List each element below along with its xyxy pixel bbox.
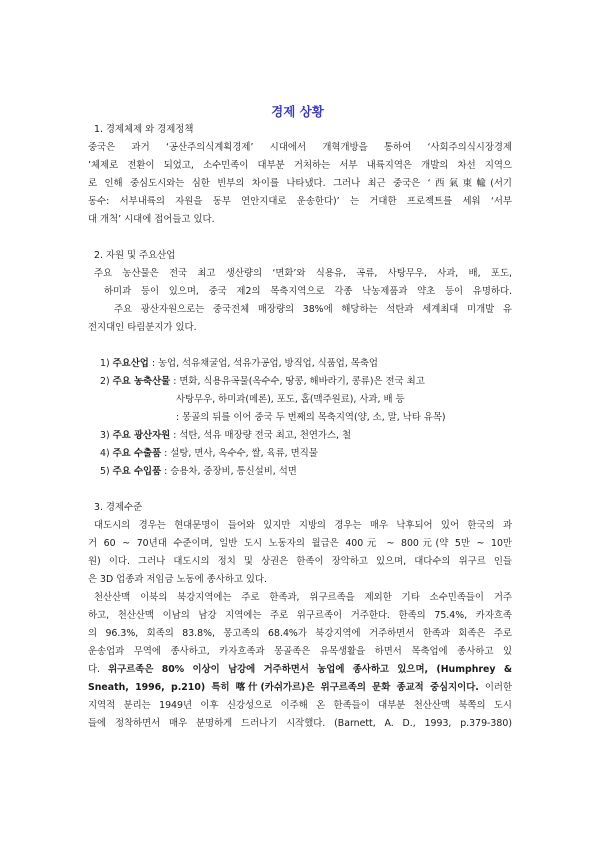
list-item-label: 주요 수입품 (112, 466, 162, 477)
paragraph-line: 의 96.3%, 회족의 83.8%, 몽고족의 68.4%가 북강지역에 거주하면서 한족과 회족은 주로 (88, 628, 512, 639)
list-item (88, 373, 512, 391)
paragraph-line: 동수: 서부내륙의 자원을 동부 연안지대로 운송한다)’ 는 거대한 프로젝트를 세워 ‘서부 (88, 196, 512, 207)
normal-text: 이러한 (484, 682, 512, 693)
document-title: 경제 상황 (271, 104, 324, 119)
list-item (88, 355, 512, 373)
paragraph-line: 은 3D 업종과 저임금 노동에 종사하고 있다. (88, 574, 267, 585)
list-item-number: 2) (100, 376, 110, 387)
list-item-text: : 설탕, 면사, 옥수수, 쌀, 육류, 면직물 (164, 448, 318, 459)
paragraph-line (88, 661, 512, 679)
paragraph-line: 운송업과 무역에 종사하고, 카자흐족과 몽골족은 유목생활을 하면서 목축업에 종사하고 있 (88, 646, 512, 657)
list-item (88, 427, 512, 445)
paragraph-line: 전지대인 타림분지가 있다. (88, 322, 197, 333)
paragraph-line: 중국은 과거 ‘공산주의식계획경제’ 시대에서 개혁개방을 통하여 ‘사회주의식시장경제 (88, 142, 512, 153)
list-item-continuation: 사탕무우, 하미과(메론), 포도, 홉(맥주원료), 사과, 배 등 (176, 394, 405, 405)
emphasized-text: Sneath, 1996, p.210) 특히 喀什(카쉬가르)은 위구르족의 문화 종교적 중심지이다. (88, 682, 479, 693)
paragraph-line: 로 인해 중심도시와는 심한 빈부의 차이를 나타냈다. 그러나 최근 중국은 ‘西氣東輸(서기 (88, 178, 512, 189)
list-item-text: : 석탄, 석유 매장량 전국 최고, 천연가스, 철 (173, 430, 352, 441)
paragraph-line: 대 개척’ 시대에 접어들고 있다. (88, 214, 215, 225)
paragraph-line: 거 60 ~ 70년대 수준이며, 일반 도시 노동자의 월급은 400元 ~ 800元(약 5만 ~ 10만 (88, 538, 512, 549)
list-item-continuation: : 몽골의 뒤를 이어 중국 두 번째의 목축지역(양, 소, 말, 낙타 유목) (176, 412, 446, 423)
list-item-label: 주요 광산자원 (112, 430, 171, 441)
list-item-text: : 농업, 석유채굴업, 석유가공업, 방직업, 식품업, 목축업 (151, 358, 378, 369)
emphasized-text: 위구르족은 80% 이상이 남강에 거주하면서 농업에 종사하고 있으며, (Humphrey & (108, 664, 512, 675)
list-item-text: : 면화, 식용유곡물(옥수수, 땅콩, 해바라기, 콩류)은 전국 최고 (173, 376, 425, 387)
paragraph-line: 하고, 천산산맥 이남의 남강 지역에는 주로 위구르족이 거주한다. 한족의 75.4%, 카자흐족 (88, 610, 512, 621)
document-body (88, 121, 512, 733)
paragraph-line: 하미과 등이 있으며, 중국 제2의 목축지역으로 각종 낙농제품과 약초 등이 유명하다. (104, 286, 512, 297)
list-item-label: 주요 수출품 (112, 448, 162, 459)
section-heading: 1. 경제체제 와 경제정책 (94, 124, 194, 135)
paragraph-line (88, 679, 512, 697)
spacer (88, 337, 512, 355)
list-item-number: 1) (100, 358, 110, 369)
spacer (88, 229, 512, 247)
list-item (88, 463, 512, 481)
paragraph-line: 천산산맥 이북의 북강지역에는 주로 한족과, 위구르족을 제외한 기타 소수민족들이 거주 (94, 592, 512, 603)
paragraph-line: 원) 이다. 그러나 대도시의 정치 및 상권은 한족이 장악하고 있으며, 대다수의 위구르 인들 (88, 556, 512, 567)
paragraph-line: 주요 농산물은 전국 최고 생산량의 ‘면화’와 식용유, 곡류, 사탕무우, 사과, 배, 포도, (94, 268, 512, 279)
list-item-text: : 승용차, 중장비, 통신설비, 석면 (164, 466, 297, 477)
list-item (88, 445, 512, 463)
section-heading: 2. 자원 및 주요산업 (94, 250, 176, 261)
paragraph-line: 들에 정착하면서 매우 분명하게 드러나기 시작했다. (Barnett, A. D., 1993, p.379-380) (88, 718, 512, 729)
list-item-number: 5) (100, 466, 110, 477)
paragraph-line: ’체제로 전환이 되었고, 소수민족이 대부분 거처하는 서부 내륙지역은 개발의 차선 지역으 (88, 160, 512, 171)
list-item-label: 주요산업 (112, 358, 149, 369)
section-heading: 3. 경제수준 (94, 502, 143, 513)
list-item-label: 주요 농축산물 (112, 376, 171, 387)
paragraph-line: 대도시의 경우는 현대문명이 들어와 있지만 지방의 경우는 매우 낙후되어 있어 한국의 과 (94, 520, 512, 531)
paragraph-line: 주요 광산자원으로는 중국전체 매장량의 38%에 해당하는 석탄과 세계최대 미개발 유 (114, 304, 512, 315)
list-item-number: 4) (100, 448, 110, 459)
paragraph-line: 지역적 분리는 1949년 이후 신강성으로 이주해 온 한족들이 대부분 천산산맥 북쪽의 도시 (88, 700, 512, 711)
list-item-number: 3) (100, 430, 110, 441)
normal-text: 다. (88, 664, 101, 675)
spacer (88, 481, 512, 499)
